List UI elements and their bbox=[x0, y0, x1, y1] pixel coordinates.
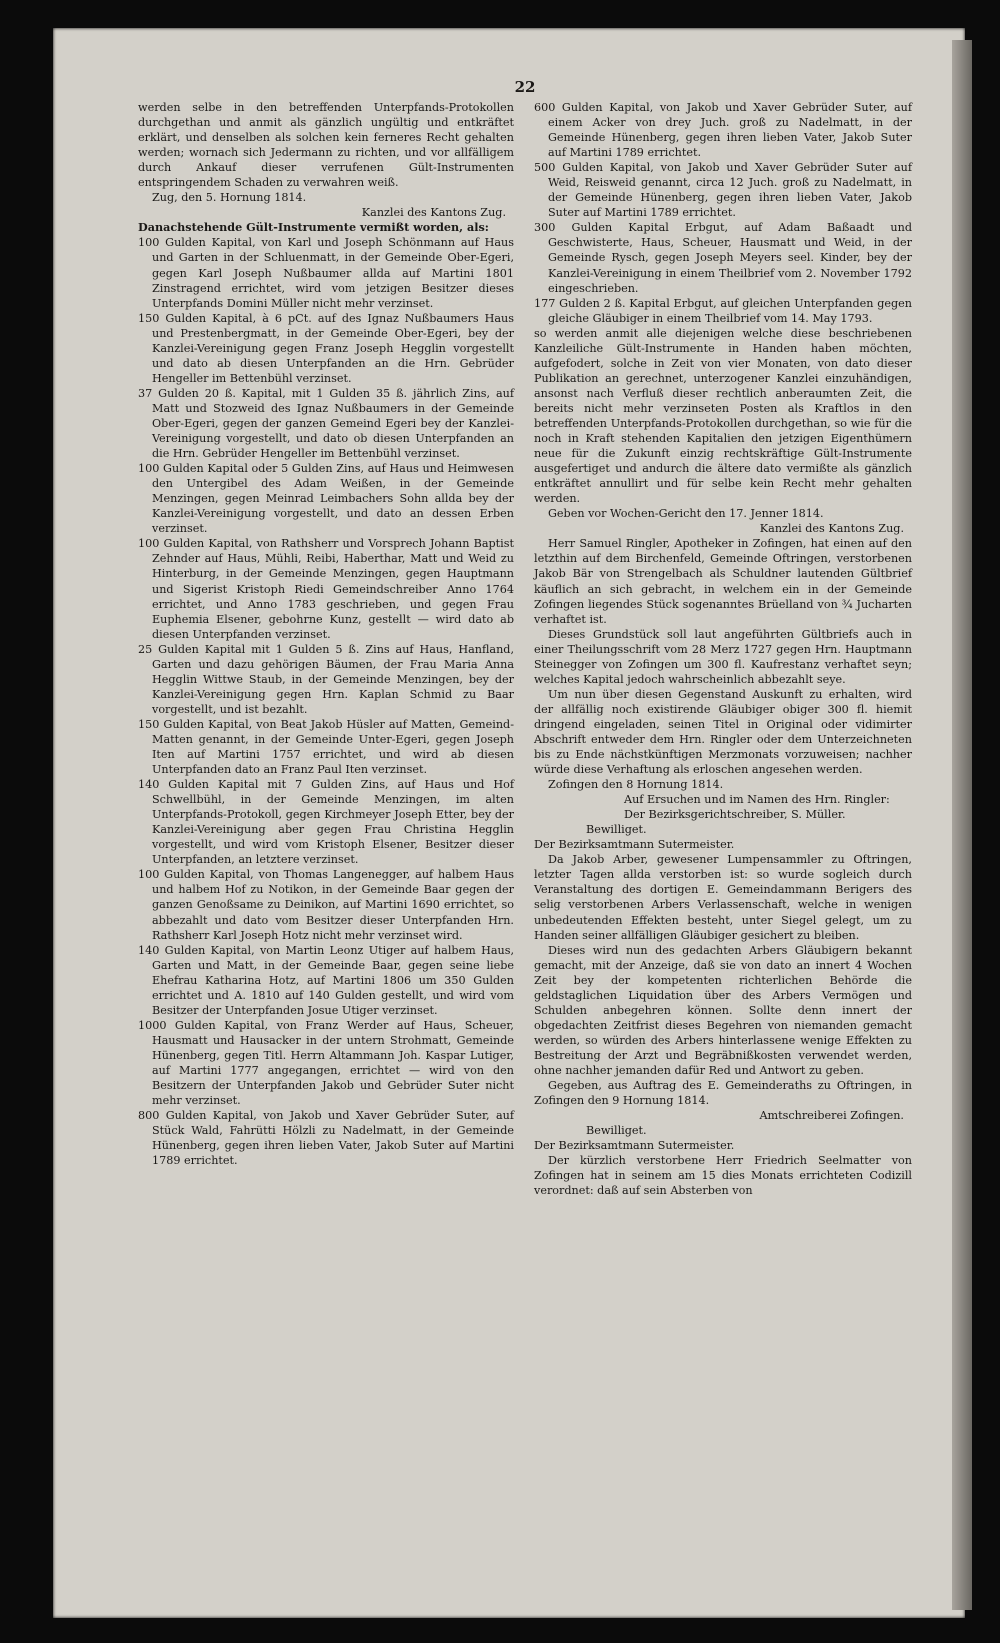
dateline: Gegeben, aus Auftrag des E. Gemeinderaths zu Oftringen, in Zofingen den 9 Hornung 1814. bbox=[534, 1079, 912, 1108]
notice-paragraph: Dieses Grundstück soll laut angeführten Gültbriefs auch in einer Theilungsschrift vom 28 Merz 1727 gegen Hrn. Hauptmann Steinegger von Zofingen um 300 fl. Kaufrestanz verhaftet seyn; welches Kapital jedoch wahrscheinlich abbezahlt seye. bbox=[534, 627, 912, 686]
section-heading: Danachstehende Gült-Instrumente vermißt worden, als: bbox=[138, 220, 489, 235]
approval: Bewilliget. bbox=[586, 823, 647, 837]
list-item: 800 Gulden Kapital, von Jakob und Xaver Gebrüder Suter, auf Stück Wald, Fahrütti Hölzli zu Nadelmatt, in der Gemeinde Hünenberg, gegen ihren lieben Vater, Jakob Suter auf Martini 1789 errichtet. bbox=[138, 1109, 514, 1168]
notice-paragraph: Um nun über diesen Gegenstand Auskunft zu erhalten, wird der allfällig noch existirende Gläubiger obiger 300 fl. hiemit dringend eingeladen, seinen Titel in Original oder vidimirter Abschrift entweder dem Hrn. Ringler oder dem Unterzeichneten bis zu Ende nächstkünftigen Merzmonats vorzuweisen; nachher würde diese Verhaftung als erloschen angesehen werden. bbox=[534, 687, 912, 777]
list-item: 150 Gulden Kapital, von Beat Jakob Hüsler auf Matten, Gemeind-Matten genannt, in der Gemeinde Unter-Egeri, gegen Joseph Iten auf Martini 1757 errichtet, und wird ab diesen Unterpfanden dato an Franz Paul Iten verzinset. bbox=[138, 717, 514, 777]
list-item: 100 Gulden Kapital oder 5 Gulden Zins, auf Haus und Heimwesen den Untergibel des Adam Weißen, in der Gemeinde Menzingen, gegen Meinrad Leimbachers Sohn allda bey der Kanzlei-Vereinigung vorgestellt, und dato an dessen Erben verzinset. bbox=[138, 462, 514, 536]
list-item: 300 Gulden Kapital Erbgut, auf Adam Baßaadt und Geschwisterte, Haus, Scheuer, Hausmatt und Weid, in der Gemeinde Rysch, gegen Joseph Meyers seel. Kinder, bey der Kanzlei-Vereinigung in einem Theilbrief vom 2. November 1792 eingeschrieben. bbox=[534, 221, 912, 295]
list-item: 140 Gulden Kapital mit 7 Gulden Zins, auf Haus und Hof Schwellbühl, in der Gemeinde Menzingen, im alten Unterpfands-Protokoll, gegen Kirchmeyer Joseph Etter, bey der Kanzlei-Vereinigung aber gegen Frau Christina Hegglin vorgestellt, und wird vom Kristoph Elsener, Besitzer dieser Unterpfanden, an letztere verzinset. bbox=[138, 778, 514, 867]
dateline: Zug, den 5. Hornung 1814. bbox=[152, 191, 307, 205]
official-signature: Der Bezirksamtmann Sutermeister. bbox=[534, 1139, 735, 1153]
notice-paragraph: Dieses wird nun des gedachten Arbers Gläubigern bekannt gemacht, mit der Anzeige, daß sie von dato an innert 4 Wochen Zeit bey der kompetenten richterlichen Behörde die geldstaglichen Liquidation über des Arbers Vermögen und Schulden anbegehren können. Sollte denn innert der obgedachten Zeitfrist dieses Begehren von niemanden gemacht werden, so würden des Arbers hinterlassene wenige Effekten zu Bestreitung der Arzt und Begräbnißkosten verwendet werden, ohne nachher jemanden dafür Red und Antwort zu geben. bbox=[534, 943, 912, 1077]
list-item: 100 Gulden Kapital, von Thomas Langenegger, auf halbem Haus und halbem Hof zu Notikon, in der Gemeinde Baar gegen der ganzen Genoßsame zu Deinikon, auf Martini 1690 errichtet, so abbezahlt und dato vom Besitzer dieser Unterpfanden Hrn. Rathsherr Karl Joseph Hotz nicht mehr verzinset wird. bbox=[138, 868, 514, 942]
list-item: 600 Gulden Kapital, von Jakob und Xaver Gebrüder Suter, auf einem Acker von drey Juch. groß zu Nadelmatt, in der Gemeinde Hünenberg, gegen ihren lieben Vater, Jakob Suter auf Martini 1789 errichtet. bbox=[534, 101, 912, 160]
list-item: 100 Gulden Kapital, von Rathsherr und Vorsprech Johann Baptist Zehnder auf Haus, Mühli, Reibi, Haberthar, Matt und Weid zu Hinterburg, in der Gemeinde Menzingen, gegen Hauptmann und Sigerist Kristoph Riedi Gemeindschreiber Anno 1764 errichtet, und Anno 1783 geschrieben, und gegen Frau Euphemia Elsener, gebohrne Kunz, gestellt — wird dato ab diesen Unterpfanden verzinset. bbox=[138, 537, 514, 641]
approval: Bewilliget. bbox=[586, 1124, 647, 1138]
page-number: 22 bbox=[514, 78, 536, 96]
right-column bbox=[534, 100, 912, 1198]
signature: Der Bezirksgerichtschreiber, S. Müller. bbox=[624, 808, 846, 822]
notice-paragraph: Herr Samuel Ringler, Apotheker in Zofingen, hat einen auf den letzthin auf dem Birchenfeld, Gemeinde Oftringen, verstorbenen Jakob Bär von Strengelbach als Schuldner lautenden Gültbrief käuflich an sich gebracht, in welchem ein in der Gemeinde Zofingen liegendes Stück sogenanntes Brüelland von ¾ Jucharten verhaftet ist. bbox=[534, 537, 912, 626]
list-item: 25 Gulden Kapital mit 1 Gulden 5 ß. Zins auf Haus, Hanfland, Garten und dazu gehörigen Bäumen, der Frau Maria Anna Hegglin Wittwe Staub, in der Gemeinde Menzingen, bey der Kanzlei-Vereinigung gegen Hrn. Kaplan Schmid zu Baar vorgestellt, und ist bezahlt. bbox=[138, 642, 514, 716]
official-signature: Der Bezirksamtmann Sutermeister. bbox=[534, 838, 735, 852]
list-item: 140 Gulden Kapital, von Martin Leonz Utiger auf halbem Haus, Garten und Matt, in der Gemeinde Baar, gegen seine liebe Ehefrau Katharina Hotz, auf Martini 1806 um 350 Gulden errichtet und A. 1810 auf 140 Gulden gestellt, und wird vom Besitzer der Unterpfanden Josue Utiger verzinset. bbox=[138, 943, 514, 1017]
signature: Auf Ersuchen und im Namen des Hrn. Ringler: bbox=[624, 793, 890, 807]
list-item: 1000 Gulden Kapital, von Franz Werder auf Haus, Scheuer, Hausmatt und Hausacker in der untern Strohmatt, Gemeinde Hünenberg, gegen Titl. Herrn Altammann Joh. Kaspar Lutiger, auf Martini 1777 angegangen, errichtet — wird von den Besitzern der Unterpfanden Jakob und Gebrüder Suter nicht mehr verzinset. bbox=[138, 1018, 514, 1108]
notice-paragraph: Der kürzlich verstorbene Herr Friedrich Seelmatter von Zofingen hat in seinem am 15 dies Monats errichteten Codizill verordnet: daß auf sein Absterben von bbox=[534, 1154, 912, 1198]
list-item: 37 Gulden 20 ß. Kapital, mit 1 Gulden 35 ß. jährlich Zins, auf Matt und Stozweid des Ignaz Nußbaumers in der Gemeinde Ober-Egeri, gegen der ganzen Gemeind Egeri bey der Kanzlei-Vereinigung vorgestellt, und dato ob diesen Unterpfanden an die Hrn. Gebrüder Hengeller im Bettenbühl verzinset. bbox=[138, 386, 514, 461]
dateline: Zofingen den 8 Hornung 1814. bbox=[548, 778, 724, 792]
intro-paragraph: werden selbe in den betreffenden Unterpfands-Protokollen durchgethan und anmit als gänzlich ungültig und entkräftet erklärt, und denselben als solchen kein ferneres Recht gehalten werden; wornach sich Jedermann zu richten, und vor allfälligem durch Ankauf dieser verrufenen Gült-Instrumenten entspringendem Schaden zu verwahren weiß. bbox=[138, 101, 514, 190]
left-column bbox=[138, 100, 514, 1168]
page-fold-shadow bbox=[952, 40, 972, 1610]
signature: Kanzlei des Kantons Zug. bbox=[361, 206, 506, 220]
notice-paragraph: Da Jakob Arber, gewesener Lumpensammler zu Oftringen, letzter Tagen allda verstorben ist: so wurde sogleich durch Veranstaltung des dortigen E. Gemeindammann Berigers des selig verstorbenen Arbers Verlassenschaft, welche in wenigen unbedeutenden Effekten besteht, unter Siegel gelegt, um zu Handen seiner allfälligen Gläubiger gesichert zu bleiben. bbox=[534, 853, 912, 942]
signature: Kanzlei des Kantons Zug. bbox=[759, 522, 904, 536]
closing-paragraph: so werden anmit alle diejenigen welche diese beschriebenen Kanzleiliche Gült-Instrumente in Handen haben möchten, aufgefodert, solche in Zeit von vier Monaten, von dato dieser Publikation an gerechnet, unterzogener Kanzlei einzuhändigen, ansonst nach Verfluß dieser rechtlich anberaumten Zeit, die bereits nicht mehr verzinseten Posten als Kraftlos in den betreffenden Unterpfands-Protokollen durchgethan, so wie für die noch in Kraft stehenden Kapitalien den jetzigen Eigenthümern neue für die Zukunft einzig rechtskräftige Gült-Instrumente ausgefertiget und andurch die ältere dato vermißte als gänzlich entkräftet annullirt und für selbe kein Recht mehr gehalten werden. bbox=[534, 326, 912, 506]
list-item: 100 Gulden Kapital, von Karl und Joseph Schönmann auf Haus und Garten in der Schluenmatt, in der Gemeinde Ober-Egeri, gegen Karl Joseph Nußbaumer allda auf Martini 1801 Zinstragend errichtet, wird vom jetzigen Besitzer dieses Unterpfands Domini Müller nicht mehr verzinset. bbox=[138, 236, 514, 310]
signature: Amtschreiberei Zofingen. bbox=[759, 1109, 904, 1123]
list-item: 150 Gulden Kapital, à 6 pCt. auf des Ignaz Nußbaumers Haus und Prestenbergmatt, in der Gemeinde Ober-Egeri, bey der Kanzlei-Vereinigung gegen Franz Joseph Hegglin vorgestellt und dato ab diesen Unterpfanden an die Hrn. Gebrüder Hengeller im Bettenbühl verzinset. bbox=[138, 311, 514, 385]
dateline: Geben vor Wochen-Gericht den 17. Jenner 1814. bbox=[548, 507, 824, 521]
list-item: 500 Gulden Kapital, von Jakob und Xaver Gebrüder Suter auf Weid, Reisweid genannt, circa 12 Juch. groß zu Nadelmatt, in der Gemeinde Hünenberg, gegen ihren lieben Vater, Jakob Suter auf Martini 1789 errichtet. bbox=[534, 161, 912, 220]
list-item: 177 Gulden 2 ß. Kapital Erbgut, auf gleichen Unterpfanden gegen gleiche Gläubiger in einem Theilbrief vom 14. May 1793. bbox=[534, 296, 912, 325]
